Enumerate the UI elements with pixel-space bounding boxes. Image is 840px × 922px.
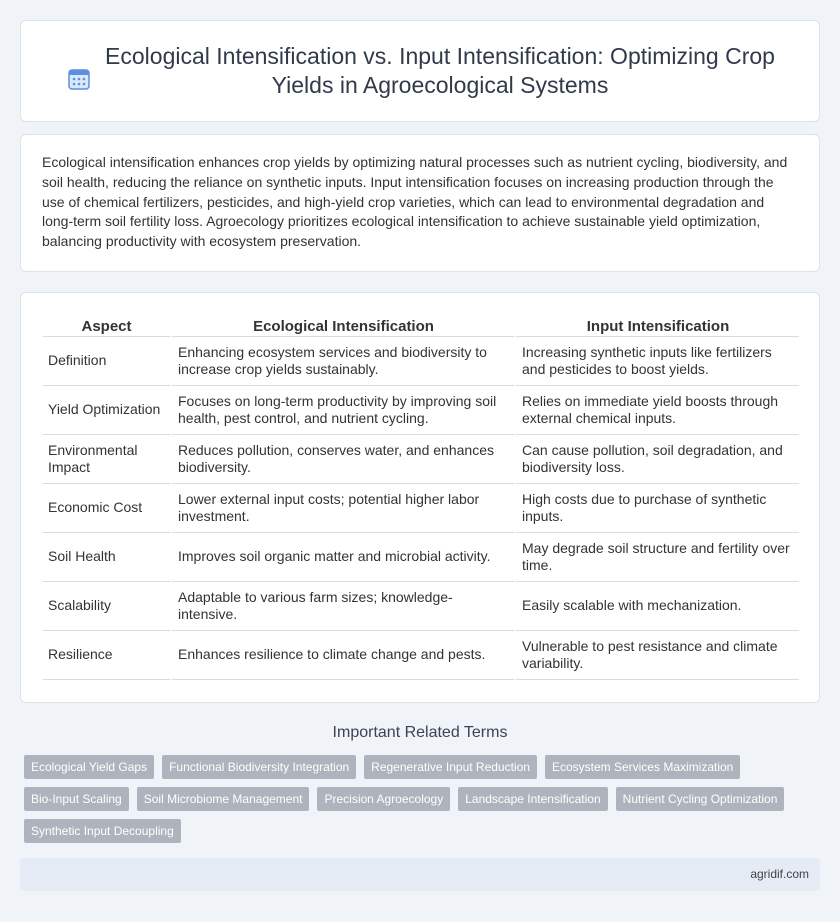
footer-site-link[interactable]: agridif.com <box>750 867 809 881</box>
row-ecological: Lower external input costs; potential higher labor investment. <box>170 484 514 533</box>
comparison-table-card <box>20 292 820 703</box>
row-aspect: Scalability <box>43 582 170 631</box>
tag-landscape-intensification[interactable]: Landscape Intensification <box>458 787 607 811</box>
tag-bio-input-scaling[interactable]: Bio-Input Scaling <box>24 787 129 811</box>
row-aspect: Resilience <box>43 631 170 680</box>
row-ecological: Enhancing ecosystem services and biodiversity to increase crop yields sustainably. <box>170 337 514 386</box>
row-input: Can cause pollution, soil degradation, and biodiversity loss. <box>514 435 799 484</box>
table-row <box>43 582 799 631</box>
table-row <box>43 435 799 484</box>
row-input: Easily scalable with mechanization. <box>514 582 799 631</box>
header-aspect: Aspect <box>43 317 170 337</box>
tag-ecosystem-services-maximization[interactable]: Ecosystem Services Maximization <box>545 755 740 779</box>
table-row <box>43 484 799 533</box>
summary-text: Ecological intensification enhances crop yields by optimizing natural processes such as nutrient cycling, biodiversity, and soil health, reducing the reliance on synthetic inputs. Input intensification focuses on increasing production through the use of chemical fertilizers, pesticides, and high-yield crop varieties, which can lead to environmental degradation and long-term soil fertility loss. Agroecology prioritizes ecological intensification to achieve sustainable yield optimization, balancing productivity with ecosystem preservation. <box>42 154 788 250</box>
row-aspect: Definition <box>43 337 170 386</box>
related-terms-section <box>20 722 820 843</box>
row-input: Relies on immediate yield boosts through external chemical inputs. <box>514 386 799 435</box>
tag-nutrient-cycling-optimization[interactable]: Nutrient Cycling Optimization <box>616 787 785 811</box>
header-ecological: Ecological Intensification <box>170 317 514 337</box>
row-ecological: Improves soil organic matter and microbial activity. <box>170 533 514 582</box>
comparison-table <box>43 317 799 680</box>
footer <box>20 858 820 891</box>
row-ecological: Focuses on long-term productivity by improving soil health, pest control, and nutrient cycling. <box>170 386 514 435</box>
table-header-row <box>43 317 799 337</box>
row-input: High costs due to purchase of synthetic inputs. <box>514 484 799 533</box>
tag-precision-agroecology[interactable]: Precision Agroecology <box>317 787 450 811</box>
header-input: Input Intensification <box>514 317 799 337</box>
tag-functional-biodiversity-integration[interactable]: Functional Biodiversity Integration <box>162 755 356 779</box>
row-input: May degrade soil structure and fertility over time. <box>514 533 799 582</box>
row-ecological: Enhances resilience to climate change and pests. <box>170 631 514 680</box>
tag-regenerative-input-reduction[interactable]: Regenerative Input Reduction <box>364 755 537 779</box>
tag-ecological-yield-gaps[interactable]: Ecological Yield Gaps <box>24 755 154 779</box>
row-aspect: Soil Health <box>43 533 170 582</box>
row-aspect: Environmental Impact <box>43 435 170 484</box>
summary-card <box>20 134 820 272</box>
tag-synthetic-input-decoupling[interactable]: Synthetic Input Decoupling <box>24 819 181 843</box>
header-card <box>20 20 820 122</box>
row-aspect: Yield Optimization <box>43 386 170 435</box>
calendar-icon <box>67 67 91 91</box>
row-input: Increasing synthetic inputs like fertilizers and pesticides to boost yields. <box>514 337 799 386</box>
table-row <box>43 631 799 680</box>
page-title: Ecological Intensification vs. Input Intensification: Optimizing Crop Yields in Agroecological Systems <box>105 43 775 98</box>
row-input: Vulnerable to pest resistance and climate variability. <box>514 631 799 680</box>
related-terms-tags <box>20 755 820 843</box>
tag-soil-microbiome-management[interactable]: Soil Microbiome Management <box>137 787 310 811</box>
table-row <box>43 337 799 386</box>
table-row <box>43 386 799 435</box>
table-row <box>43 533 799 582</box>
related-terms-title: Important Related Terms <box>332 724 508 741</box>
row-aspect: Economic Cost <box>43 484 170 533</box>
row-ecological: Adaptable to various farm sizes; knowledge-intensive. <box>170 582 514 631</box>
row-ecological: Reduces pollution, conserves water, and enhances biodiversity. <box>170 435 514 484</box>
